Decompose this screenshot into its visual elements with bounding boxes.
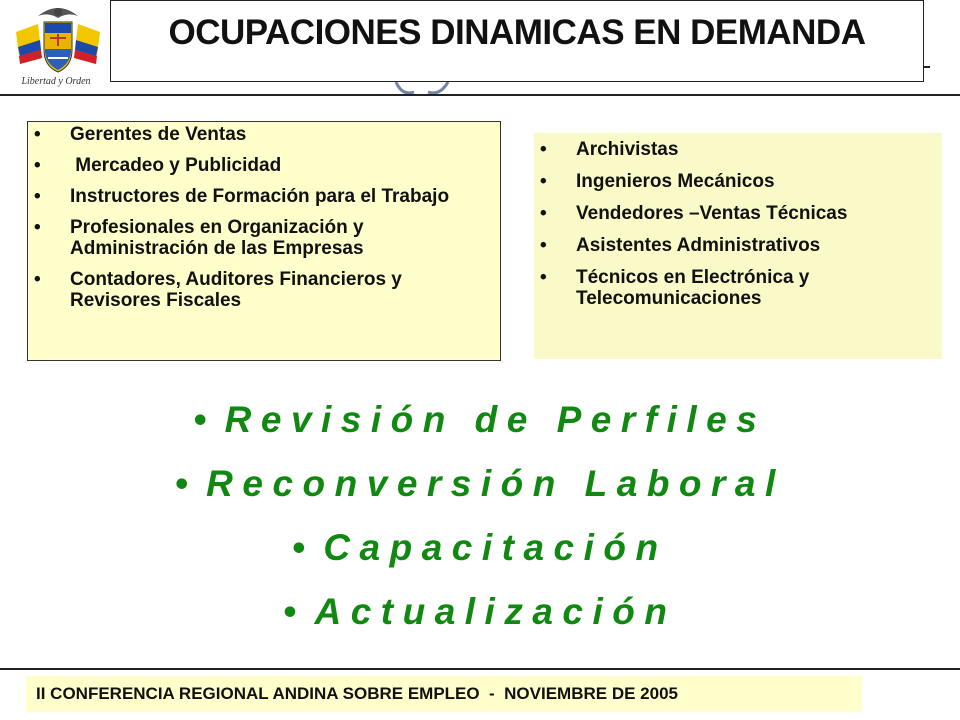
occupations-list-right [534,133,942,309]
action-label: Actualización [314,591,677,632]
action-item-actualizacion [0,580,960,644]
header-divider [0,94,960,96]
list-item: • Instructores de Formación para el Trabajo [28,186,494,207]
bullet-icon: • [283,591,297,632]
list-item: • Vendedores –Ventas Técnicas [534,203,936,224]
occupations-list-left [28,122,500,311]
action-item-reconversion [0,452,960,516]
list-item: • Mercadeo y Publicidad [28,155,494,176]
action-item-revision [0,388,960,452]
list-item: • Asistentes Administrativos [534,235,936,256]
bullet-icon: • [193,399,207,440]
footer-banner: II CONFERENCIA REGIONAL ANDINA SOBRE EMPLEO - NOVIEMBRE DE 2005 [26,676,862,712]
footer-divider [0,668,960,670]
list-item: • Técnicos en Electrónica y Telecomunicaciones [534,267,936,309]
action-label: Capacitación [323,527,668,568]
occupations-box-right [534,133,942,359]
bullet-icon: • [175,463,189,504]
list-item: • Contadores, Auditores Financieros y Revisores Fiscales [28,269,494,311]
list-item: • Ingenieros Mecánicos [534,171,936,192]
action-label: Revisión de Perfiles [224,399,767,440]
actions-list [0,388,960,644]
list-item: • Archivistas [534,139,936,160]
title-box [110,0,924,82]
list-item: • Profesionales en Organización y Administración de las Empresas [28,217,494,259]
list-item: • Gerentes de Ventas [28,124,494,145]
logo-caption: Libertad y Orden [21,76,91,87]
title-box-shadow [924,66,930,68]
action-label: Reconversión Laboral [206,463,785,504]
occupations-box-left [27,121,501,361]
action-item-capacitacion [0,516,960,580]
page-title: OCUPACIONES DINAMICAS EN DEMANDA [168,13,866,52]
bullet-icon: • [292,527,306,568]
